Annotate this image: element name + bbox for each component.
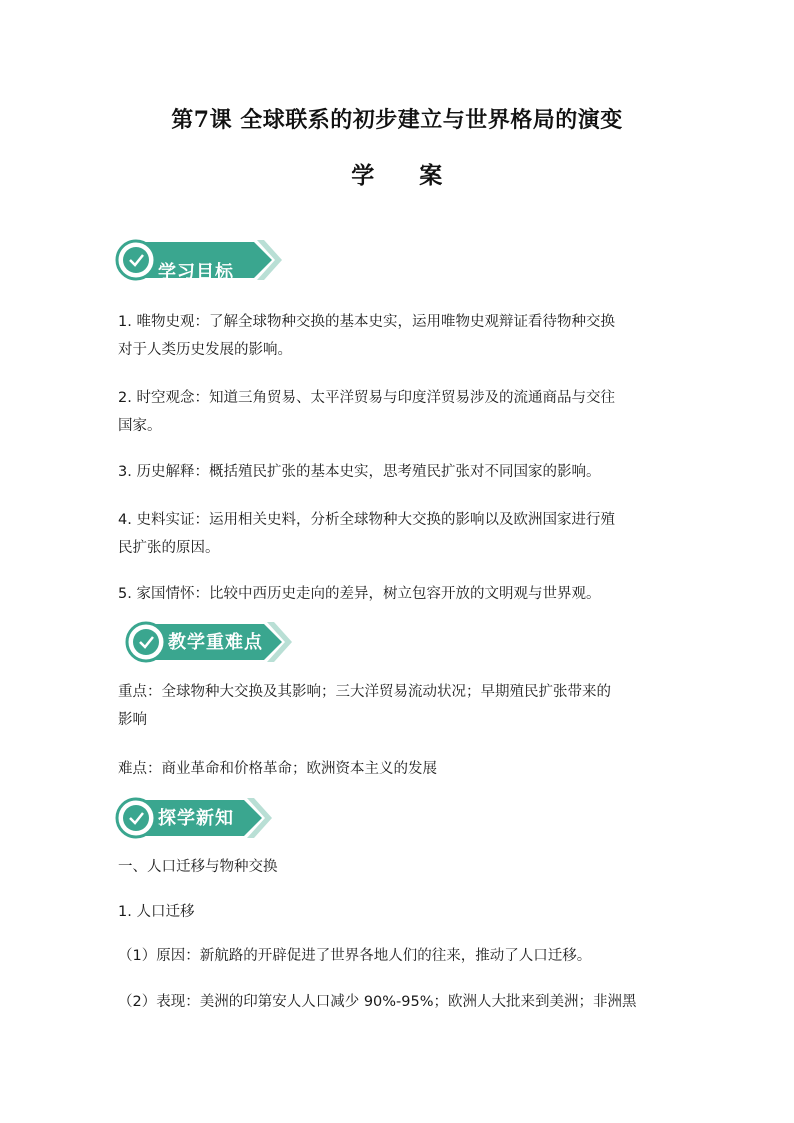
explore-subheading: 1. 人口迁移 bbox=[118, 904, 195, 920]
explore-paragraph-2: （2）表现：美洲的印第安人人口减少 90%-95%；欧洲人大批来到美洲；非洲黑 bbox=[118, 994, 637, 1010]
page-title: 第7课 全球联系的初步建立与世界格局的演变 bbox=[171, 107, 623, 133]
explore-paragraph-1: （1）原因：新航路的开辟促进了世界各地人们的往来，推动了人口迁移。 bbox=[118, 948, 592, 964]
section-banner-goals bbox=[114, 238, 284, 283]
goals-item-3: 3. 历史解释：概括殖民扩张的基本史实，思考殖民扩张对不同国家的影响。 bbox=[118, 464, 601, 480]
section-banner-key-points bbox=[124, 620, 294, 666]
focus-points: 重点：全球物种大交换及其影响；三大洋贸易流动状况；早期殖民扩张带来的 影响 bbox=[118, 684, 611, 728]
goals-item-2: 2. 时空观念：知道三角贸易、太平洋贸易与印度洋贸易涉及的流通商品与交往 国家。 bbox=[118, 390, 615, 434]
section-label-goals: 学习目标 bbox=[158, 262, 234, 283]
section-label-key-points: 教学重难点 bbox=[168, 632, 263, 653]
goals-item-1: 1. 唯物史观：了解全球物种交换的基本史实，运用唯物史观辩证看待物种交换 对于人类历史发展的影响。 bbox=[118, 314, 615, 358]
page-subtitle: 学 案 bbox=[351, 162, 443, 189]
explore-heading: 一、人口迁移与物种交换 bbox=[118, 859, 278, 875]
goals-item-4: 4. 史料实证：运用相关史料，分析全球物种大交换的影响以及欧洲国家进行殖 民扩张的原因。 bbox=[118, 512, 615, 556]
goals-item-5: 5. 家国情怀：比较中西历史走向的差异，树立包容开放的文明观与世界观。 bbox=[118, 586, 601, 602]
difficulty-points: 难点：商业革命和价格革命；欧洲资本主义的发展 bbox=[118, 761, 437, 777]
section-banner-explore bbox=[114, 796, 284, 842]
section-label-explore: 探学新知 bbox=[158, 808, 234, 829]
